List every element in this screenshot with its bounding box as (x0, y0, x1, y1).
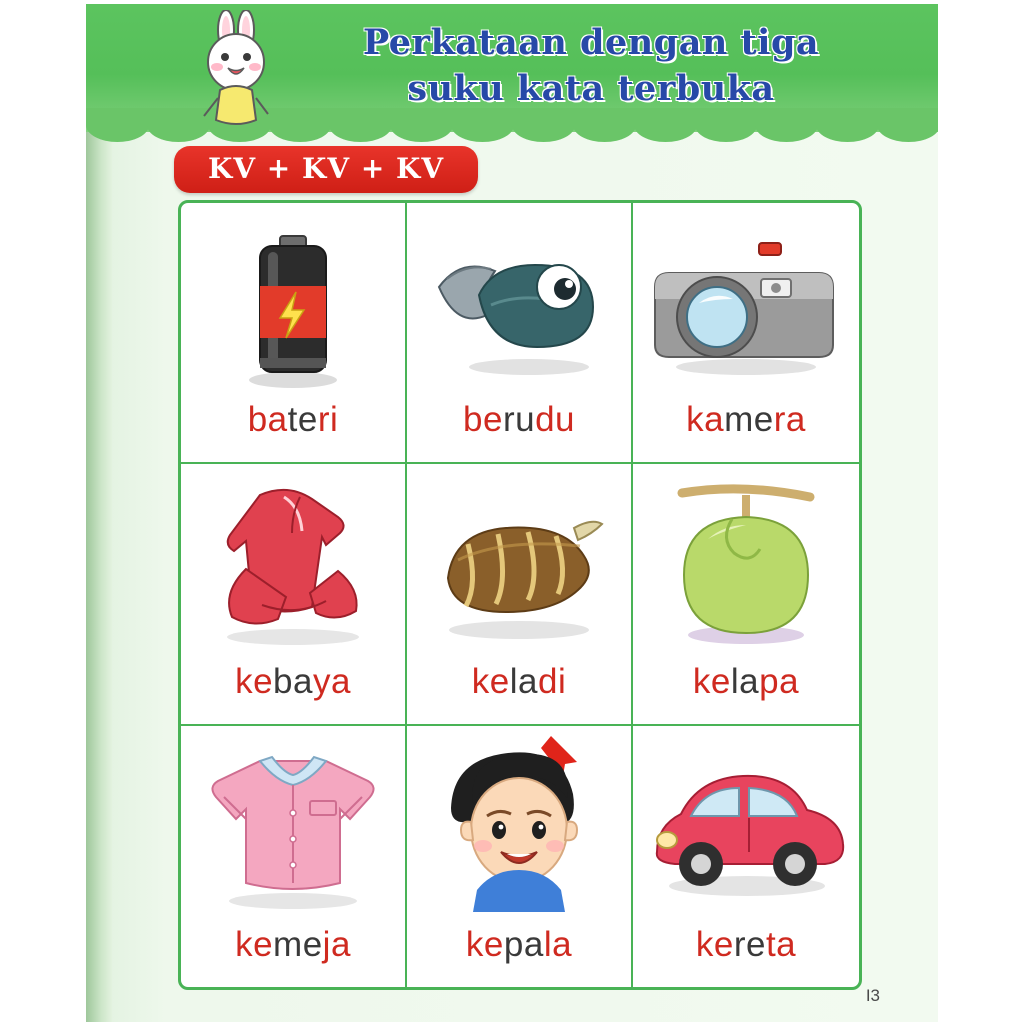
battery-illustration (181, 203, 405, 400)
word-kebaya: kebaya (235, 661, 351, 701)
word-kamera: kamera (686, 400, 806, 440)
pattern-badge: KV + KV + KV (174, 146, 478, 193)
grid-cell-bateri[interactable] (181, 203, 407, 464)
page-title (286, 20, 896, 112)
rabbit-mascot-icon (182, 10, 292, 130)
tadpole-illustration (407, 203, 631, 400)
camera-illustration (633, 203, 859, 400)
grid-cell-kebaya[interactable] (181, 464, 407, 725)
page-number: I3 (865, 986, 880, 1005)
car-illustration (633, 726, 859, 925)
coconut-illustration (633, 464, 859, 661)
page-title-line1: Perkataan dengan tiga (362, 22, 820, 63)
grid-cell-kereta[interactable] (633, 726, 859, 987)
grid-cell-kepala[interactable] (407, 726, 633, 987)
word-keladi: keladi (471, 661, 567, 701)
book-page (86, 4, 938, 1022)
grid-cell-kelapa[interactable] (633, 464, 859, 725)
taro-root-illustration (407, 464, 631, 661)
shirt-illustration (181, 726, 405, 925)
word-berudu: berudu (463, 400, 575, 440)
kebaya-dress-illustration (181, 464, 405, 661)
word-bateri: bateri (247, 400, 339, 440)
book-spine-shadow (86, 4, 112, 1022)
grid-cell-berudu[interactable] (407, 203, 633, 464)
grid-cell-kamera[interactable] (633, 203, 859, 464)
boy-head-illustration (407, 726, 631, 925)
word-kereta: kereta (695, 925, 797, 964)
page-title-line2: suku kata terbuka (407, 68, 775, 110)
grid-cell-kemeja[interactable] (181, 726, 407, 987)
word-kepala: kepala (465, 925, 573, 964)
grid-cell-keladi[interactable] (407, 464, 633, 725)
picture-word-grid (178, 200, 862, 990)
word-kelapa: kelapa (692, 661, 800, 701)
word-kemeja: kemeja (235, 925, 351, 964)
